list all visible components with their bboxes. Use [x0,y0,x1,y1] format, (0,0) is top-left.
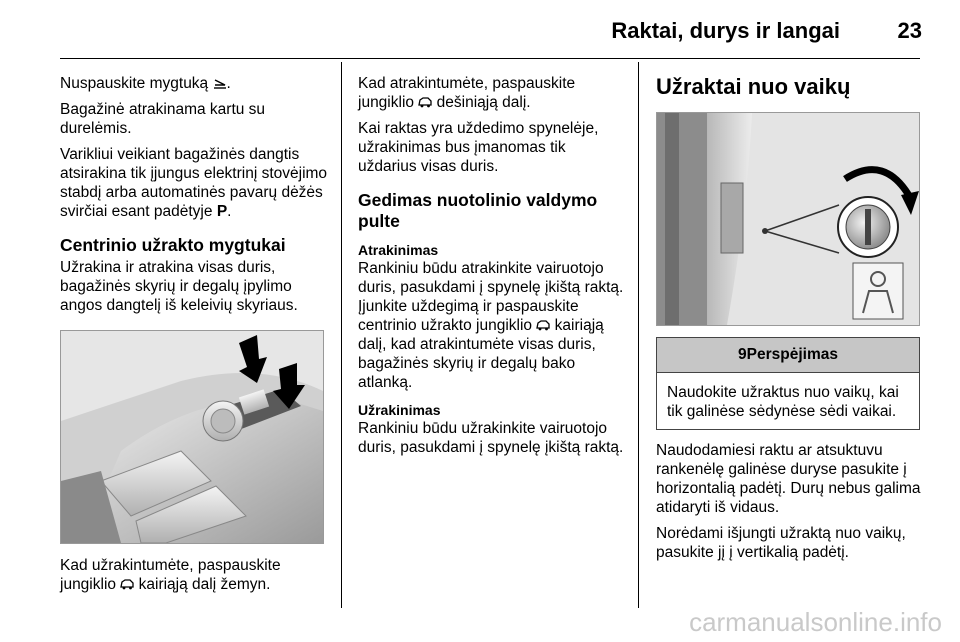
watermark: carmanualsonline.info [689,607,942,637]
paragraph-unlock-switch: Kad atrakintumėte, paspauskite jungiklio dešiniąją dalį. [358,75,576,111]
column-3-text [656,441,928,569]
trunk-button-icon [213,77,227,89]
paragraph-central-lock: Užrakina ir atrakina visas duris, bagažinės skyrių ir degalų įpylimo angos dangtelį iš keleivių skyriaus. [60,259,298,314]
warning-header [657,338,919,373]
warning-symbol-icon: 9 [738,346,747,363]
car-lock-icon [536,319,550,331]
header-rule [60,58,920,59]
paragraph-unlocking: Rankiniu būdu atrakinkite vairuotojo duris, pasukdami į spynelę įkištą raktą. Įjunkite uždegimą ir paspauskite centrinio užrakto jungiklio kairiąją dalį, kad atrakintumėte visas duris, bagažinės skyrių ir degalų bako atlanką. [358,260,624,391]
column-2 [358,74,626,464]
paragraph-key-in-lock: Kai raktas yra uždedimo spynelėje, užrakinimas bus įmanomas tik uždarius visas duris. [358,120,599,175]
heading-central-lock: Centrinio užrakto mygtukai [60,235,286,255]
paragraph-child-lock-enable: Naudodamiesi raktu ar atsuktuvu rankenėlę galinėse duryse pasukite į horizontalią padėtį. Durų nebus galima atidaryti iš vidaus. [656,442,921,516]
header-title: Raktai, durys ir langai [611,18,840,43]
paragraph-press-button: Nuspauskite mygtuką . [60,75,231,92]
warning-body: Naudokite užraktus nuo vaikų, kai tik galinėse sėdynėse sėdi vaikai. [667,384,899,420]
paragraph-locking: Rankiniu būdu užrakinkite vairuotojo duris, pasukdami į spynelę įkištą raktą. [358,420,624,456]
paragraph-child-lock-disable: Norėdami išjungti užraktą nuo vaikų, pasukite jį į vertikalią padėtį. [656,525,906,561]
heading-child-locks: Užraktai nuo vaikų [656,74,851,99]
paragraph-engine: Varikliui veikiant bagažinės dangtis atsirakina tik įjungus elektrinį stovėjimo stabdį arba automatinės pavarų dėžės svirčiai esant padėtyje P. [60,146,328,220]
car-unlock-icon [418,96,432,108]
figure-child-lock [656,112,920,326]
caption-lock: Kad užrakintumėte, paspauskite jungiklio kairiąją dalį žemyn. [60,557,281,593]
heading-locking: Užrakinimas [358,402,441,418]
page-number: 23 [897,18,922,43]
warning-box [656,337,920,430]
figure-door-switch [60,330,324,544]
heading-remote-failure: Gedimas nuotolinio valdymo pulte [358,190,598,231]
paragraph-trunk: Bagažinė atrakinama kartu su durelėmis. [60,101,266,137]
door-switch-illustration [61,331,323,543]
column-divider-1 [341,62,342,608]
heading-unlocking: Atrakinimas [358,242,439,258]
column-divider-2 [638,62,639,608]
column-1 [60,74,330,322]
car-lock-icon [120,578,134,590]
warning-title: Perspėjimas [746,346,838,363]
child-lock-illustration [657,113,919,325]
column-3 [656,74,926,114]
